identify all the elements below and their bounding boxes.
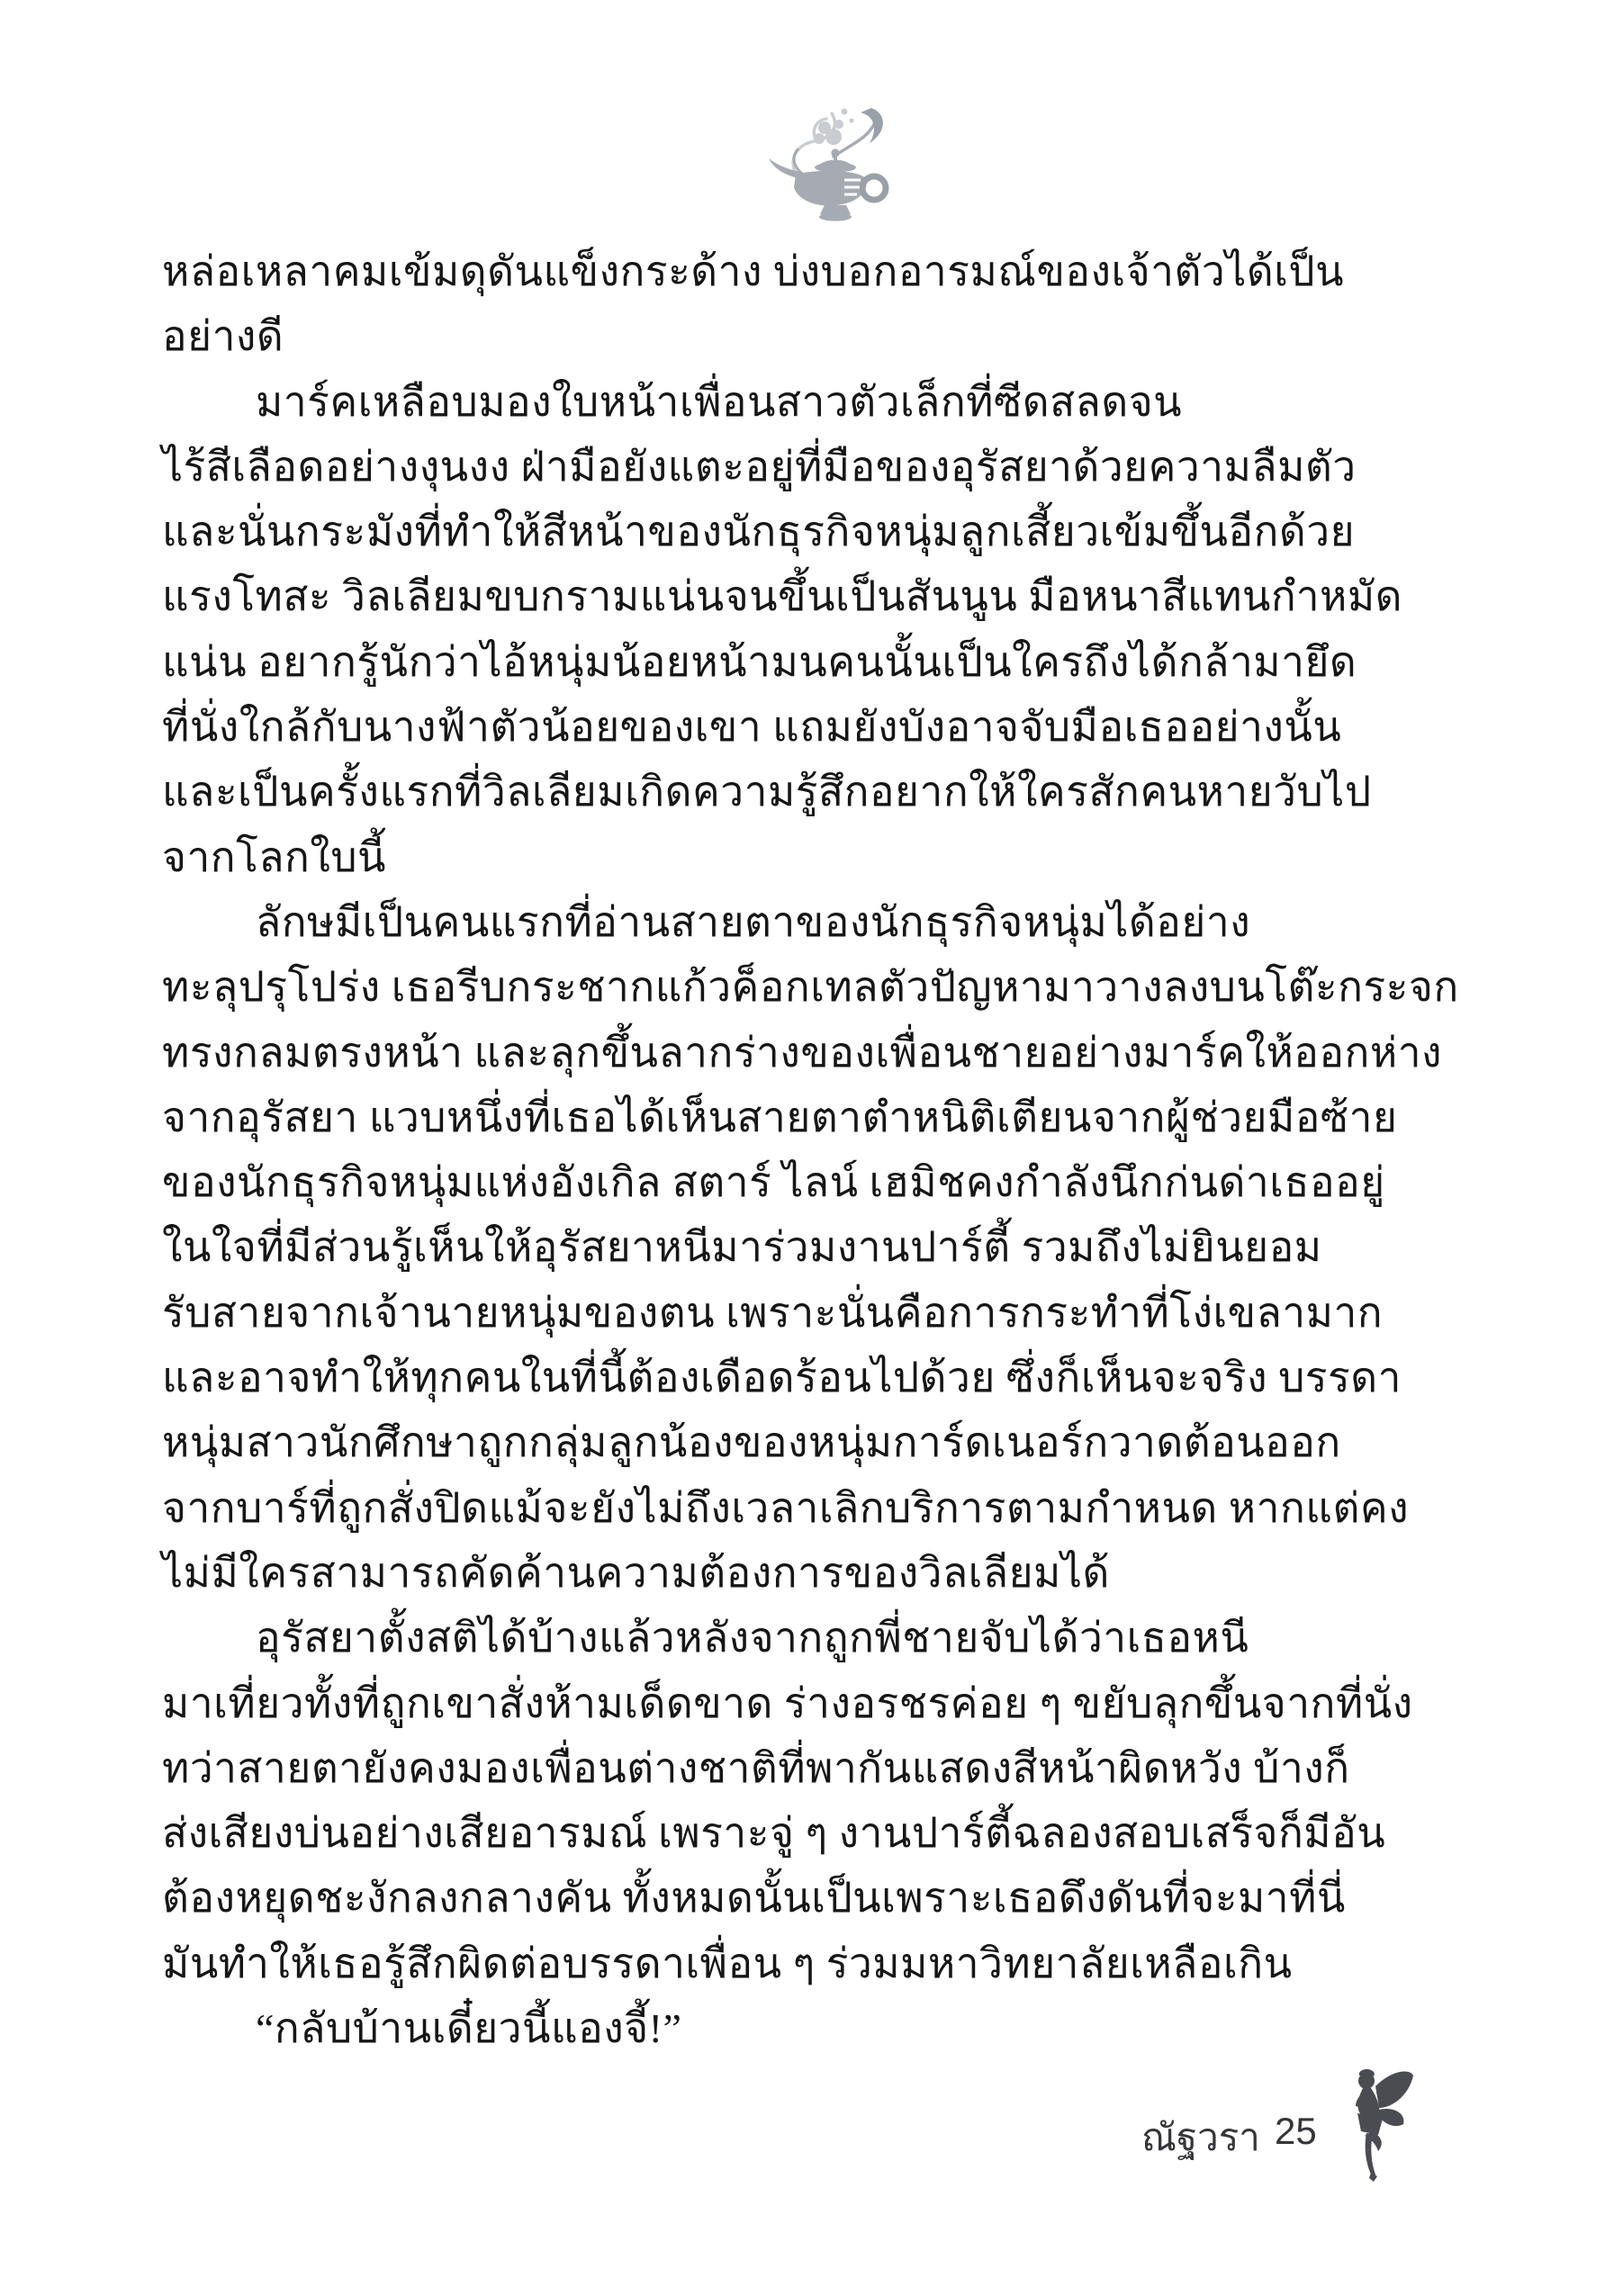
- text-line: “กลับบ้านเดี๋ยวนี้แองจี้!”: [256, 2005, 682, 2052]
- text-line: มาเที่ยวทั้งที่ถูกเขาสั่งห้ามเด็ดขาด ร่างอรชรค่อย ๆ ขยับลุกขึ้นจากที่นั่ง: [162, 1679, 1413, 1726]
- text-line: ไร้สีเลือดอย่างงุนงง ฝ่ามือยังแตะอยู่ที่มือของอุรัสยาด้วยความลืมตัว: [162, 443, 1357, 490]
- text-line: มาร์คเหลือบมองใบหน้าเพื่อนสาวตัวเล็กที่ซีดสลดจน: [256, 378, 1183, 425]
- text-line: ของนักธุรกิจหนุ่มแห่งอังเกิล สตาร์ ไลน์ เฮมิชคงกำลังนึกก่นด่าเธออยู่: [162, 1159, 1385, 1206]
- footer-page-number: 25: [1275, 2110, 1317, 2152]
- text-line: และนั่นกระมังที่ทำให้สีหน้าของนักธุรกิจหนุ่มลูกเสี้ยวเข้มขึ้นอีกด้วย: [162, 509, 1356, 555]
- footer-author-name: ณัฐวรา: [1141, 2116, 1260, 2158]
- lamp-handle: [862, 176, 886, 200]
- lamp-body: [769, 149, 866, 221]
- text-line: ทะลุปรุโปร่ง เธอรีบกระชากแก้วค็อกเทลตัวปัญหามาวางลงบนโต๊ะกระจก: [162, 964, 1459, 1011]
- text-line: หนุ่มสาวนักศึกษาถูกกลุ่มลูกน้องของหนุ่มการ์ดเนอร์กวาดต้อนออก: [162, 1419, 1341, 1466]
- text-line: ไม่มีใครสามารถคัดค้านความต้องการของวิลเลียมได้: [162, 1549, 1110, 1596]
- text-line: จากโลกใบนี้: [162, 833, 386, 880]
- text-line: รับสายจากเจ้านายหนุ่มของตน เพราะนั่นคือการกระทำที่โง่เขลามาก: [162, 1289, 1384, 1336]
- text-line: ลักษมีเป็นคนแรกที่อ่านสายตาของนักธุรกิจหนุ่มได้อย่าง: [256, 898, 1251, 945]
- text-line: หล่อเหลาคมเข้มดุดันแข็งกระด้าง บ่งบอกอารมณ์ของเจ้าตัวได้เป็น: [162, 248, 1345, 294]
- text-block: [162, 239, 1459, 2061]
- text-line: จากอุรัสยา แวบหนึ่งที่เธอได้เห็นสายตาตำหนิติเตียนจากผู้ช่วยมือซ้าย: [162, 1094, 1398, 1140]
- text-line: ที่นั่งใกล้กับนางฟ้าตัวน้อยของเขา แถมยังบังอาจจับมือเธออย่างนั้น: [162, 704, 1342, 751]
- text-line: ทว่าสายตายังคงมองเพื่อนต่างชาติที่พากันแสดงสีหน้าผิดหวัง บ้างก็: [162, 1744, 1350, 1791]
- text-line: อย่างดี: [162, 313, 284, 360]
- text-line: ในใจที่มีส่วนรู้เห็นให้อุรัสยาหนีมาร่วมงานปาร์ตี้ รวมถึงไม่ยินยอม: [162, 1224, 1322, 1271]
- text-line: ส่งเสียงบ่นอย่างเสียอารมณ์ เพราะจู่ ๆ งานปาร์ตี้ฉลองสอบเสร็จก็มีอัน: [162, 1810, 1386, 1857]
- fairy-silhouette: [1356, 2069, 1413, 2182]
- text-line: อุรัสยาตั้งสติได้บ้างแล้วหลังจากถูกพี่ชายจับได้ว่าเธอหนี: [256, 1615, 1249, 1661]
- teapot-ornament-icon: [758, 101, 895, 229]
- fairy-icon: [1341, 2068, 1417, 2185]
- text-line: และอาจทำให้ทุกคนในที่นี้ต้องเดือดร้อนไปด้วย ซึ่งก็เห็นจะจริง บรรดา: [162, 1355, 1402, 1401]
- text-line: และเป็นครั้งแรกที่วิลเลียมเกิดความรู้สึกอยากให้ใครสักคนหายวับไป: [162, 769, 1372, 815]
- text-line: มันทำให้เธอรู้สึกผิดต่อบรรดาเพื่อน ๆ ร่วมมหาวิทยาลัยเหลือเกิน: [162, 1940, 1293, 1986]
- text-line: ต้องหยุดชะงักลงกลางคัน ทั้งหมดนั้นเป็นเพราะเธอดึงดันที่จะมาที่นี่: [162, 1875, 1346, 1922]
- text-line: จากบาร์ที่ถูกสั่งปิดแม้จะยังไม่ถึงเวลาเลิกบริการตามกำหนด หากแต่คง: [162, 1484, 1410, 1531]
- text-line: แน่น อยากรู้นักว่าไอ้หนุ่มน้อยหน้ามนคนนั้นเป็นใครถึงได้กล้ามายึด: [162, 638, 1357, 685]
- text-line: ทรงกลมตรงหน้า และลุกขึ้นลากร่างของเพื่อนชายอย่างมาร์คให้ออกห่าง: [162, 1029, 1442, 1076]
- text-line: แรงโทสะ วิลเลียมขบกรามแน่นจนขึ้นเป็นสันนูน มือหนาสีแทนกำหมัด: [162, 573, 1403, 620]
